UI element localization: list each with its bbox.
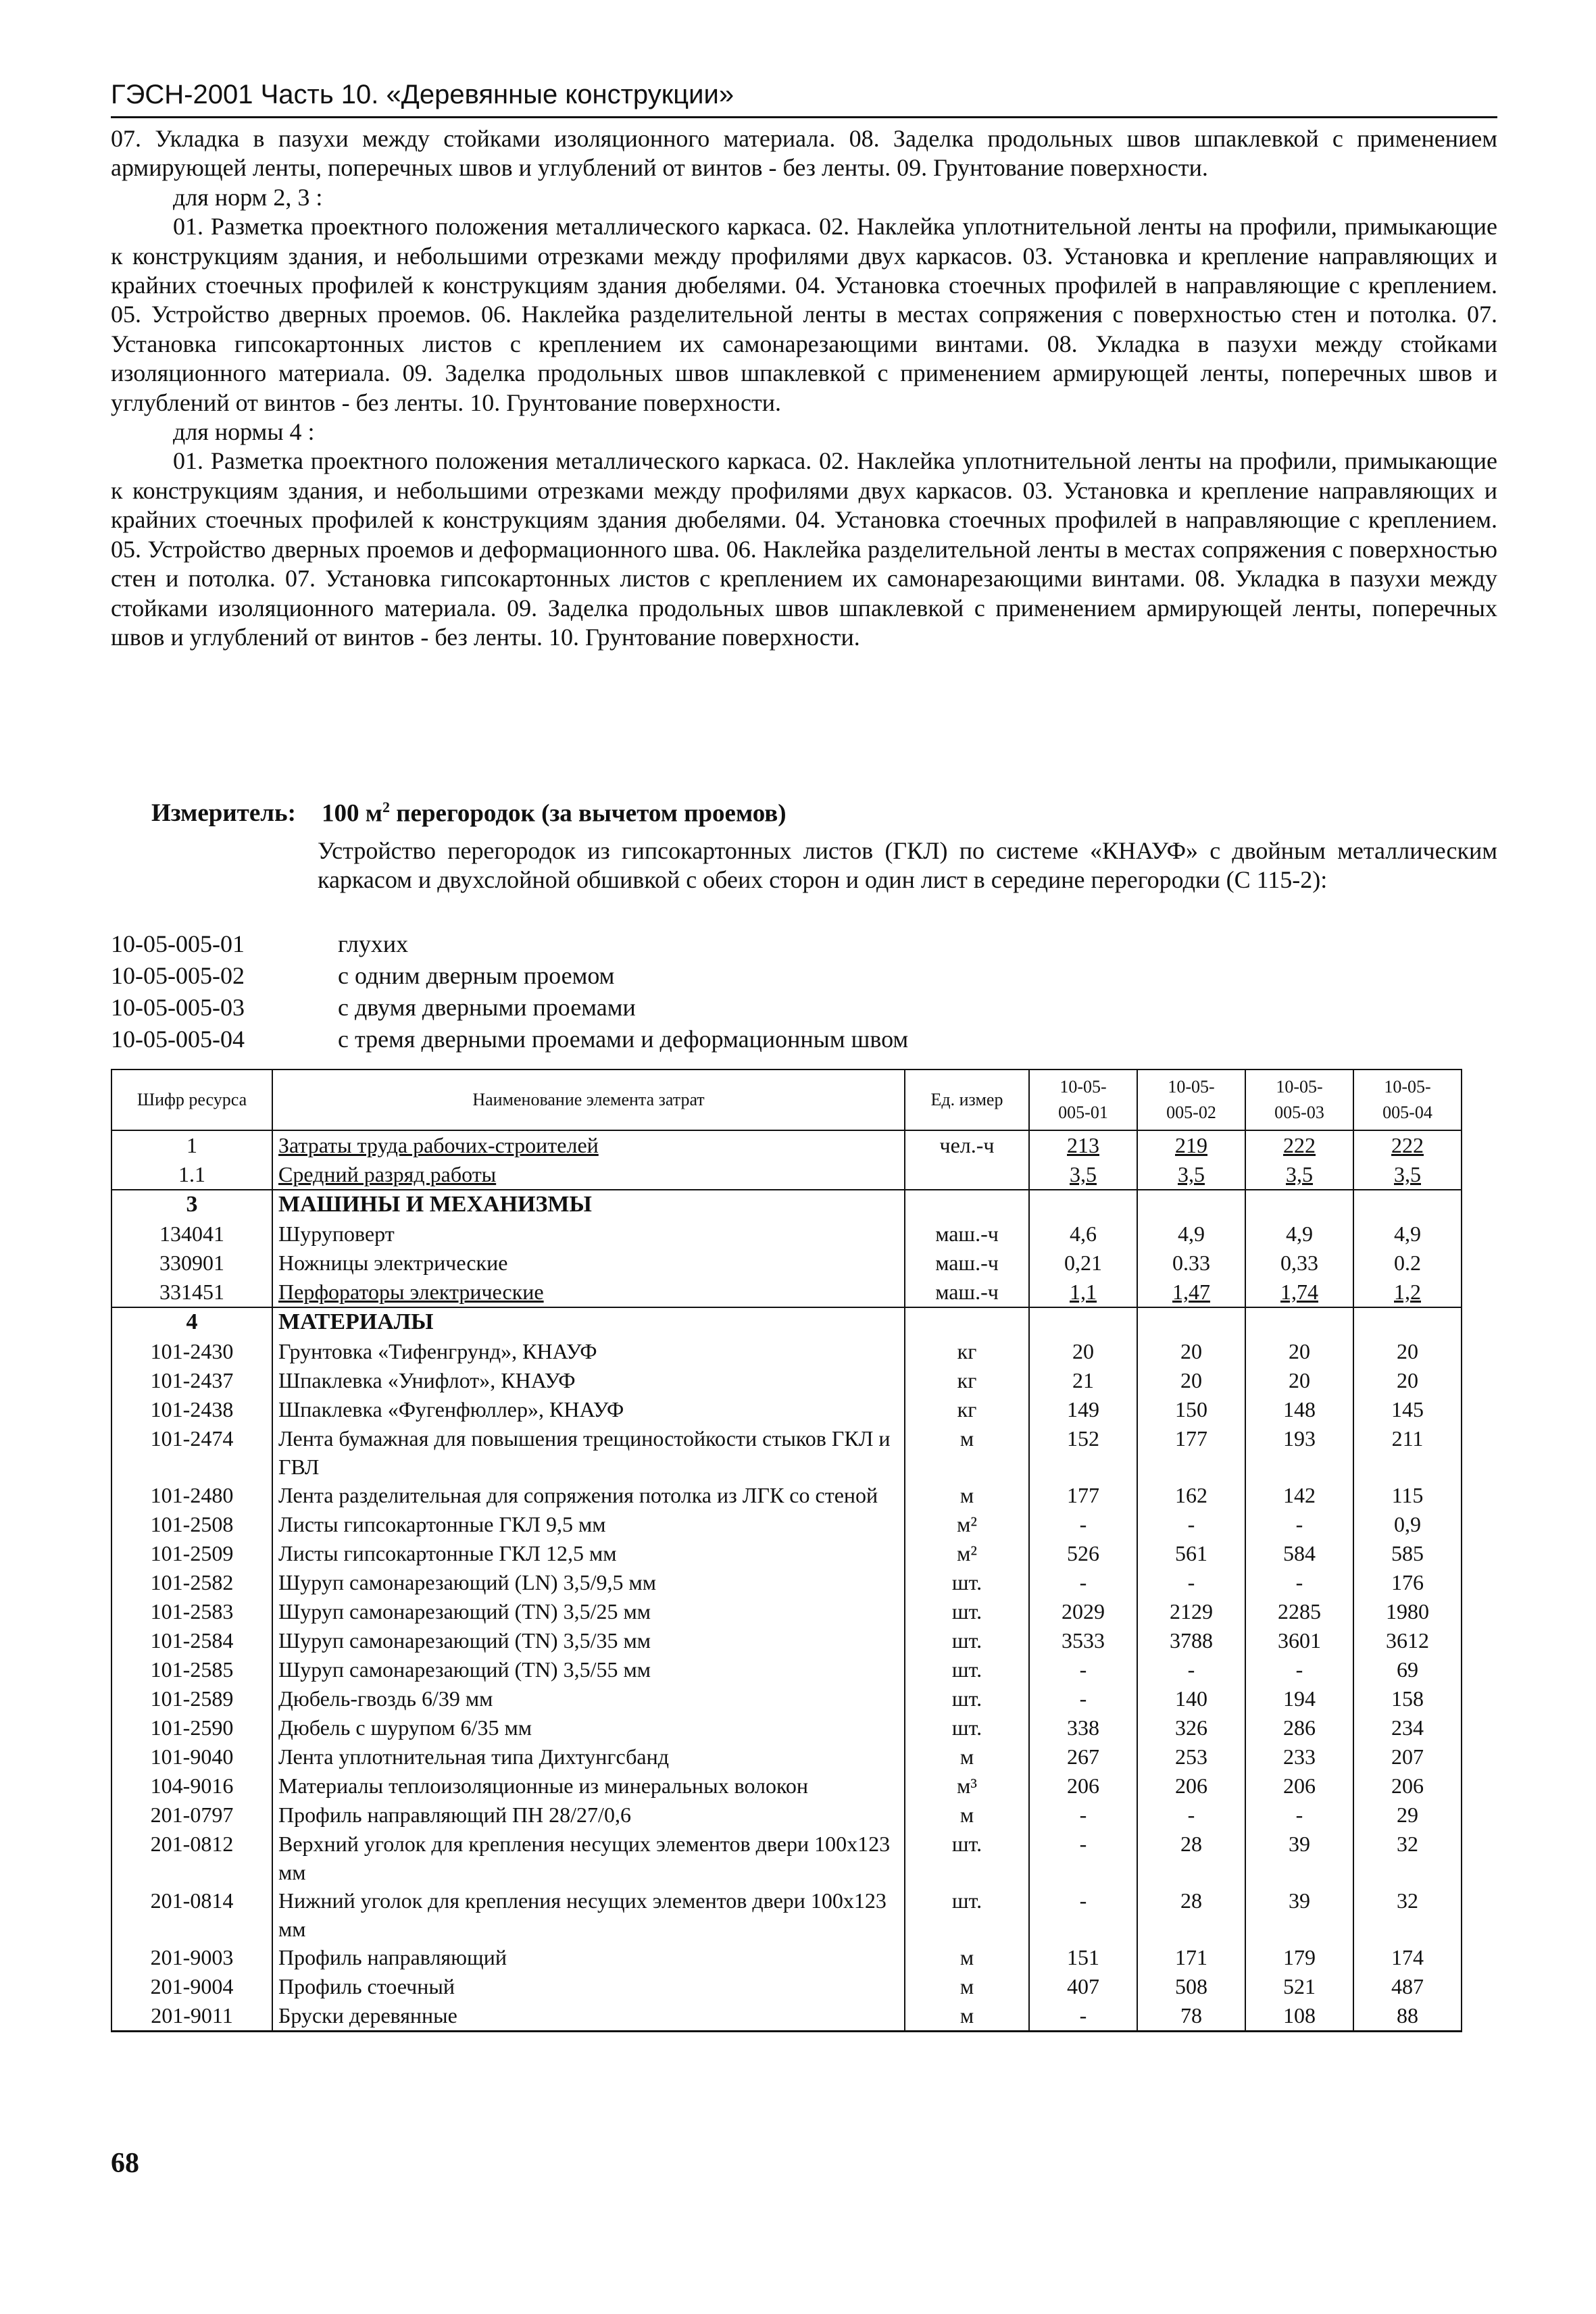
norm-value-1: 206 <box>1029 1771 1137 1801</box>
norm-value-2: 2129 <box>1137 1597 1245 1626</box>
resource-code: 330901 <box>111 1249 272 1278</box>
norm-value-4: 1,2 <box>1353 1278 1462 1307</box>
resource-unit: м <box>905 1972 1029 2001</box>
table-row <box>111 1943 1462 1972</box>
resource-code: 101-2509 <box>111 1539 272 1568</box>
norm-value-3: 108 <box>1245 2001 1353 2032</box>
resource-name: Ножницы электрические <box>272 1249 905 1278</box>
resource-code: 3 <box>111 1190 272 1219</box>
table-row <box>111 1771 1462 1801</box>
table-row <box>111 1801 1462 1830</box>
norm-value-4: 145 <box>1353 1395 1462 1424</box>
norm-code: 10-05-005-02 <box>111 962 245 989</box>
norm-value-4: 4,9 <box>1353 1219 1462 1249</box>
norm-value-1: 1,1 <box>1029 1278 1137 1307</box>
table-row <box>111 1278 1462 1307</box>
resource-code: 101-2474 <box>111 1424 272 1481</box>
norm-value-3: 3601 <box>1245 1626 1353 1655</box>
norm-value-2: 162 <box>1137 1481 1245 1510</box>
norm-code-item <box>111 1024 908 1055</box>
resource-code: 101-2508 <box>111 1510 272 1539</box>
resource-name: Средний разряд работы <box>272 1160 905 1190</box>
header-name: Наименование элемента затрат <box>272 1070 905 1130</box>
resource-name: Дюбель-гвоздь 6/39 мм <box>272 1684 905 1713</box>
resource-unit: чел.-ч <box>905 1130 1029 1160</box>
norm-value-2: - <box>1137 1568 1245 1597</box>
norm-value-2 <box>1137 1307 1245 1337</box>
resource-code: 134041 <box>111 1219 272 1249</box>
resource-code: 101-2480 <box>111 1481 272 1510</box>
resource-code: 101-2589 <box>111 1684 272 1713</box>
norms-2-3-text: 01. Разметка проектного положения металлического каркаса. 02. Наклейка уплотнительной ленты на профили, примыкающие к конструкциям здания, и небольшими отрезками между профилями двух каркасов. 03. Установка и крепление направляющих и крайних стоечных профилей к конструкциям здания дюбелями. 04. Установка стоечных профилей в направляющие с креплением. 05. Устройство дверных проемов. 06. Наклейка разделительной ленты в местах сопряжения с поверхностью стен и потолка. 07. Установка гипсокартонных листов с креплением их самонарезающими винтами. 08. Укладка в пазухи между стойками изоляционного материала. 09. Заделка продольных швов шпаклевкой с применением армирующей ленты, поперечных швов и углублений от винтов - без ленты. 10. Грунтование поверхности. <box>111 213 1497 416</box>
norm-value-4: 1980 <box>1353 1597 1462 1626</box>
norm-code-label: с тремя дверными проемами и деформационным швом <box>338 1026 909 1053</box>
norm-value-4: 69 <box>1353 1655 1462 1684</box>
norm-value-1: 526 <box>1029 1539 1137 1568</box>
norm-code-item <box>111 992 908 1024</box>
norm-value-3: 222 <box>1245 1130 1353 1160</box>
norm-value-4: 32 <box>1353 1886 1462 1943</box>
table-row <box>111 1886 1462 1943</box>
norm-value-1: 338 <box>1029 1713 1137 1742</box>
resource-name: Грунтовка «Тифенгрунд», КНАУФ <box>272 1337 905 1366</box>
resource-name: Дюбель с шурупом 6/35 мм <box>272 1713 905 1742</box>
table-row <box>111 1655 1462 1684</box>
resource-code: 101-2437 <box>111 1366 272 1395</box>
resource-name: Материалы теплоизоляционные из минеральных волокон <box>272 1771 905 1801</box>
resource-unit: м <box>905 1481 1029 1510</box>
norm-value-3: - <box>1245 1801 1353 1830</box>
resource-unit: шт. <box>905 1626 1029 1655</box>
norm-value-2: 206 <box>1137 1771 1245 1801</box>
norm-value-1: - <box>1029 1568 1137 1597</box>
resource-unit: м <box>905 1943 1029 1972</box>
resource-unit: кг <box>905 1395 1029 1424</box>
resource-code: 201-0814 <box>111 1886 272 1943</box>
norm-value-4: 207 <box>1353 1742 1462 1771</box>
table-row <box>111 1626 1462 1655</box>
norm-value-3: 194 <box>1245 1684 1353 1713</box>
table-row <box>111 1337 1462 1366</box>
norm-value-2: - <box>1137 1510 1245 1539</box>
resource-name: Профиль направляющий ПН 28/27/0,6 <box>272 1801 905 1830</box>
norm-value-4: 158 <box>1353 1684 1462 1713</box>
resource-unit: шт. <box>905 1568 1029 1597</box>
table-row <box>111 1219 1462 1249</box>
norm-code: 10-05-005-04 <box>111 1026 245 1053</box>
norm-value-3: 1,74 <box>1245 1278 1353 1307</box>
header-norm-3: 10-05- 005-03 <box>1245 1070 1353 1130</box>
norm-value-4: 20 <box>1353 1366 1462 1395</box>
resource-unit: маш.-ч <box>905 1278 1029 1307</box>
resource-code: 101-2585 <box>111 1655 272 1684</box>
norm-code: 10-05-005-01 <box>111 930 245 957</box>
norm-value-1 <box>1029 1190 1137 1219</box>
table-row <box>111 1510 1462 1539</box>
norm-value-3: - <box>1245 1655 1353 1684</box>
resource-code: 101-2584 <box>111 1626 272 1655</box>
norm-code-label: с двумя дверными проемами <box>338 994 636 1021</box>
norm-value-4: 585 <box>1353 1539 1462 1568</box>
resource-unit: кг <box>905 1337 1029 1366</box>
resource-code: 101-2583 <box>111 1597 272 1626</box>
resource-code: 201-0812 <box>111 1830 272 1886</box>
resource-name: Бруски деревянные <box>272 2001 905 2032</box>
table-row <box>111 1713 1462 1742</box>
table-row <box>111 1130 1462 1160</box>
norm-value-2: 508 <box>1137 1972 1245 2001</box>
norm-value-4: 29 <box>1353 1801 1462 1830</box>
table-row <box>111 1568 1462 1597</box>
norm-value-4: 88 <box>1353 2001 1462 2032</box>
header-rule <box>111 116 1497 118</box>
table-row <box>111 1249 1462 1278</box>
resource-name: Профиль направляющий <box>272 1943 905 1972</box>
norm-code-label: глухих <box>338 930 409 957</box>
norm-value-1: - <box>1029 1655 1137 1684</box>
norm-value-3: 179 <box>1245 1943 1353 1972</box>
norm-value-1: 0,21 <box>1029 1249 1137 1278</box>
table-row <box>111 1597 1462 1626</box>
resource-unit: маш.-ч <box>905 1219 1029 1249</box>
resource-name: Шуруп самонарезающий (TN) 3,5/25 мм <box>272 1597 905 1626</box>
resource-unit: м <box>905 1801 1029 1830</box>
norm-code-item <box>111 960 908 992</box>
norm-value-4: 0.2 <box>1353 1249 1462 1278</box>
resource-name: Шуруповерт <box>272 1219 905 1249</box>
resource-unit: шт. <box>905 1684 1029 1713</box>
norm-value-1: 4,6 <box>1029 1219 1137 1249</box>
resource-unit: кг <box>905 1366 1029 1395</box>
norm-value-2: - <box>1137 1655 1245 1684</box>
resource-name: Затраты труда рабочих-строителей <box>272 1130 905 1160</box>
table-row <box>111 1742 1462 1771</box>
norm-value-2: 78 <box>1137 2001 1245 2032</box>
table-body <box>111 1130 1462 2032</box>
resource-name: МАТЕРИАЛЫ <box>272 1307 905 1337</box>
norm-value-4: 0,9 <box>1353 1510 1462 1539</box>
measure-label: Измеритель: <box>151 799 296 828</box>
norm-value-1: 213 <box>1029 1130 1137 1160</box>
norm-value-1: - <box>1029 1830 1137 1886</box>
page-number: 68 <box>111 2148 139 2179</box>
norm-value-2: 140 <box>1137 1684 1245 1713</box>
norm-value-4: 3612 <box>1353 1626 1462 1655</box>
resource-unit: шт. <box>905 1655 1029 1684</box>
table-row <box>111 1160 1462 1190</box>
header-unit: Ед. измер <box>905 1070 1029 1130</box>
norm-value-3 <box>1245 1190 1353 1219</box>
resource-unit: шт. <box>905 1830 1029 1886</box>
norm-value-3: 521 <box>1245 1972 1353 2001</box>
resource-unit: м² <box>905 1510 1029 1539</box>
norm-value-2: 3,5 <box>1137 1160 1245 1190</box>
resource-code: 4 <box>111 1307 272 1337</box>
resource-name: Верхний уголок для крепления несущих элементов двери 100x123 мм <box>272 1830 905 1886</box>
norm-value-2: 28 <box>1137 1830 1245 1886</box>
resource-name: Шуруп самонарезающий (TN) 3,5/35 мм <box>272 1626 905 1655</box>
resource-code: 1.1 <box>111 1160 272 1190</box>
norm-value-2: 28 <box>1137 1886 1245 1943</box>
norm-value-4: 20 <box>1353 1337 1462 1366</box>
norm-value-4: 174 <box>1353 1943 1462 1972</box>
resource-name: Профиль стоечный <box>272 1972 905 2001</box>
work-description: Устройство перегородок из гипсокартонных листов (ГКЛ) по системе «КНАУФ» с двойным металлическим каркасом и двухслойной обшивкой с обеих сторон и один лист в середине перегородки (С 115-2): <box>318 837 1497 893</box>
table-row <box>111 1481 1462 1510</box>
norm-4-label: для нормы 4 : <box>173 418 315 446</box>
norm-value-2: 561 <box>1137 1539 1245 1568</box>
norm-value-2: 150 <box>1137 1395 1245 1424</box>
resource-name: Шуруп самонарезающий (TN) 3,5/55 мм <box>272 1655 905 1684</box>
norm-code-item <box>111 928 908 960</box>
table-row <box>111 1972 1462 2001</box>
norm-value-3: 206 <box>1245 1771 1353 1801</box>
norm-value-1: 151 <box>1029 1943 1137 1972</box>
norm-value-2: 171 <box>1137 1943 1245 1972</box>
norm-value-1: - <box>1029 1510 1137 1539</box>
norm-value-3: 584 <box>1245 1539 1353 1568</box>
norm-value-4: 211 <box>1353 1424 1462 1481</box>
norm-code-list <box>111 928 908 1055</box>
norm-value-4: 206 <box>1353 1771 1462 1801</box>
norm-value-2: 253 <box>1137 1742 1245 1771</box>
resource-code: 201-9003 <box>111 1943 272 1972</box>
norm-value-1: 2029 <box>1029 1597 1137 1626</box>
resource-code: 101-2582 <box>111 1568 272 1597</box>
resource-name: Листы гипсокартонные ГКЛ 12,5 мм <box>272 1539 905 1568</box>
table-row <box>111 1366 1462 1395</box>
norm-value-4: 222 <box>1353 1130 1462 1160</box>
norm-value-3: - <box>1245 1510 1353 1539</box>
norm-value-2: 4,9 <box>1137 1219 1245 1249</box>
resource-code: 201-9004 <box>111 1972 272 2001</box>
resource-name: Лента уплотнительная типа Дихтунгсбанд <box>272 1742 905 1771</box>
norm-value-2: 326 <box>1137 1713 1245 1742</box>
resource-code: 201-9011 <box>111 2001 272 2032</box>
norm-value-2: 3788 <box>1137 1626 1245 1655</box>
resource-code: 331451 <box>111 1278 272 1307</box>
running-header: ГЭСН-2001 Часть 10. «Деревянные конструкции» <box>111 80 734 109</box>
table-row <box>111 1424 1462 1481</box>
norm-value-1: 177 <box>1029 1481 1137 1510</box>
norm-value-1: - <box>1029 1886 1137 1943</box>
resource-name: Перфораторы электрические <box>272 1278 905 1307</box>
norm-value-1: 21 <box>1029 1366 1137 1395</box>
norm-value-3: 39 <box>1245 1886 1353 1943</box>
table-row <box>111 1830 1462 1886</box>
norm-value-3: 148 <box>1245 1395 1353 1424</box>
resource-name: Шуруп самонарезающий (LN) 3,5/9,5 мм <box>272 1568 905 1597</box>
table-row <box>111 1395 1462 1424</box>
measure-unit <box>151 799 787 828</box>
resource-name: Лента разделительная для сопряжения потолка из ЛГК со стеной <box>272 1481 905 1510</box>
resource-code: 101-2438 <box>111 1395 272 1424</box>
resource-unit: шт. <box>905 1713 1029 1742</box>
norm-value-3: 0,33 <box>1245 1249 1353 1278</box>
norm-value-3: - <box>1245 1568 1353 1597</box>
header-norm-1: 10-05- 005-01 <box>1029 1070 1137 1130</box>
measure-value-sup: 2 <box>382 799 390 815</box>
norm-value-3: 39 <box>1245 1830 1353 1886</box>
norm-value-3: 233 <box>1245 1742 1353 1771</box>
resource-unit: м <box>905 1424 1029 1481</box>
norm-value-4: 32 <box>1353 1830 1462 1886</box>
resource-code: 101-2590 <box>111 1713 272 1742</box>
composition-continuation: 07. Укладка в пазухи между стойками изоляционного материала. 08. Заделка продольных швов шпаклевкой с применением армирующей ленты, поперечных швов и углублений от винтов - без ленты. 09. Грунтование поверхности. <box>111 125 1497 182</box>
header-norm-2: 10-05- 005-02 <box>1137 1070 1245 1130</box>
norm-value-3: 193 <box>1245 1424 1353 1481</box>
resource-unit: м <box>905 2001 1029 2032</box>
resource-code: 104-9016 <box>111 1771 272 1801</box>
resource-unit: шт. <box>905 1886 1029 1943</box>
norm-value-4: 487 <box>1353 1972 1462 2001</box>
norm-code: 10-05-005-03 <box>111 994 245 1021</box>
norm-value-1: 149 <box>1029 1395 1137 1424</box>
norm-value-1: - <box>1029 2001 1137 2032</box>
table-row <box>111 1684 1462 1713</box>
resource-unit: маш.-ч <box>905 1249 1029 1278</box>
resource-name: Шпаклевка «Фугенфюллер», КНАУФ <box>272 1395 905 1424</box>
resource-name: Шпаклевка «Унифлот», КНАУФ <box>272 1366 905 1395</box>
norm-value-2: 20 <box>1137 1337 1245 1366</box>
norm-code-label: с одним дверным проемом <box>338 962 615 989</box>
resource-name: Листы гипсокартонные ГКЛ 9,5 мм <box>272 1510 905 1539</box>
resource-name: Лента бумажная для повышения трещиностойкости стыков ГКЛ и ГВЛ <box>272 1424 905 1481</box>
norms-2-3-label: для норм 2, 3 : <box>173 183 323 211</box>
norm-value-1: 267 <box>1029 1742 1137 1771</box>
norm-value-1: 407 <box>1029 1972 1137 2001</box>
resource-unit <box>905 1307 1029 1337</box>
norm-value-3: 286 <box>1245 1713 1353 1742</box>
header-code: Шифр ресурса <box>111 1070 272 1130</box>
table-section-row <box>111 1190 1462 1219</box>
resource-table <box>111 1069 1462 2032</box>
resource-unit <box>905 1190 1029 1219</box>
norm-value-1: - <box>1029 1801 1137 1830</box>
norm-value-2: - <box>1137 1801 1245 1830</box>
table-header-row <box>111 1070 1462 1130</box>
resource-code: 101-9040 <box>111 1742 272 1771</box>
norm-value-4 <box>1353 1307 1462 1337</box>
resource-unit: м <box>905 1742 1029 1771</box>
norm-value-2 <box>1137 1190 1245 1219</box>
norm-value-4 <box>1353 1190 1462 1219</box>
measure-value-prefix: 100 м <box>322 799 382 828</box>
norm-value-2: 0.33 <box>1137 1249 1245 1278</box>
measure-value-suffix: перегородок (за вычетом проемов) <box>389 799 787 828</box>
resource-unit: м² <box>905 1539 1029 1568</box>
norm-value-2: 20 <box>1137 1366 1245 1395</box>
norm-value-1: 3,5 <box>1029 1160 1137 1190</box>
resource-unit: м³ <box>905 1771 1029 1801</box>
norm-value-3: 142 <box>1245 1481 1353 1510</box>
resource-name: Нижний уголок для крепления несущих элементов двери 100x123 мм <box>272 1886 905 1943</box>
norm-value-1: 20 <box>1029 1337 1137 1366</box>
norm-value-3: 20 <box>1245 1366 1353 1395</box>
header-norm-4: 10-05- 005-04 <box>1353 1070 1462 1130</box>
norm-value-2: 177 <box>1137 1424 1245 1481</box>
norm-value-3: 20 <box>1245 1337 1353 1366</box>
resource-unit: шт. <box>905 1597 1029 1626</box>
resource-code: 201-0797 <box>111 1801 272 1830</box>
resource-name: МАШИНЫ И МЕХАНИЗМЫ <box>272 1190 905 1219</box>
resource-unit <box>905 1160 1029 1190</box>
norm-value-3 <box>1245 1307 1353 1337</box>
norm-value-4: 3,5 <box>1353 1160 1462 1190</box>
norm-value-2: 219 <box>1137 1130 1245 1160</box>
table-row <box>111 1539 1462 1568</box>
resource-code: 101-2430 <box>111 1337 272 1366</box>
work-composition <box>111 124 1497 652</box>
norm-value-4: 234 <box>1353 1713 1462 1742</box>
norm-4-text: 01. Разметка проектного положения металлического каркаса. 02. Наклейка уплотнительной ленты на профили, примыкающие к конструкциям здания, и небольшими отрезками между профилями двух каркасов. 03. Установка и крепление направляющих и крайних стоечных профилей к конструкциям здания дюбелями. 04. Установка стоечных профилей в направляющие с креплением. 05. Устройство дверных проемов и деформационного шва. 06. Наклейка разделительной ленты в местах сопряжения с поверхностью стен и потолка. 07. Установка гипсокартонных листов с креплением их самонарезающими винтами. 08. Укладка в пазухи между стойками изоляционного материала. 09. Заделка продольных швов шпаклевкой с применением армирующей ленты, поперечных швов и углублений от винтов - без ленты. 10. Грунтование поверхности. <box>111 447 1497 651</box>
norm-value-3: 3,5 <box>1245 1160 1353 1190</box>
table-row <box>111 2001 1462 2032</box>
norm-value-4: 176 <box>1353 1568 1462 1597</box>
resource-code: 1 <box>111 1130 272 1160</box>
norm-value-1 <box>1029 1307 1137 1337</box>
norm-value-3: 2285 <box>1245 1597 1353 1626</box>
norm-value-1: 152 <box>1029 1424 1137 1481</box>
norm-value-2: 1,47 <box>1137 1278 1245 1307</box>
table-section-row <box>111 1307 1462 1337</box>
norm-value-3: 4,9 <box>1245 1219 1353 1249</box>
norm-value-4: 115 <box>1353 1481 1462 1510</box>
norm-value-1: 3533 <box>1029 1626 1137 1655</box>
norm-value-1: - <box>1029 1684 1137 1713</box>
